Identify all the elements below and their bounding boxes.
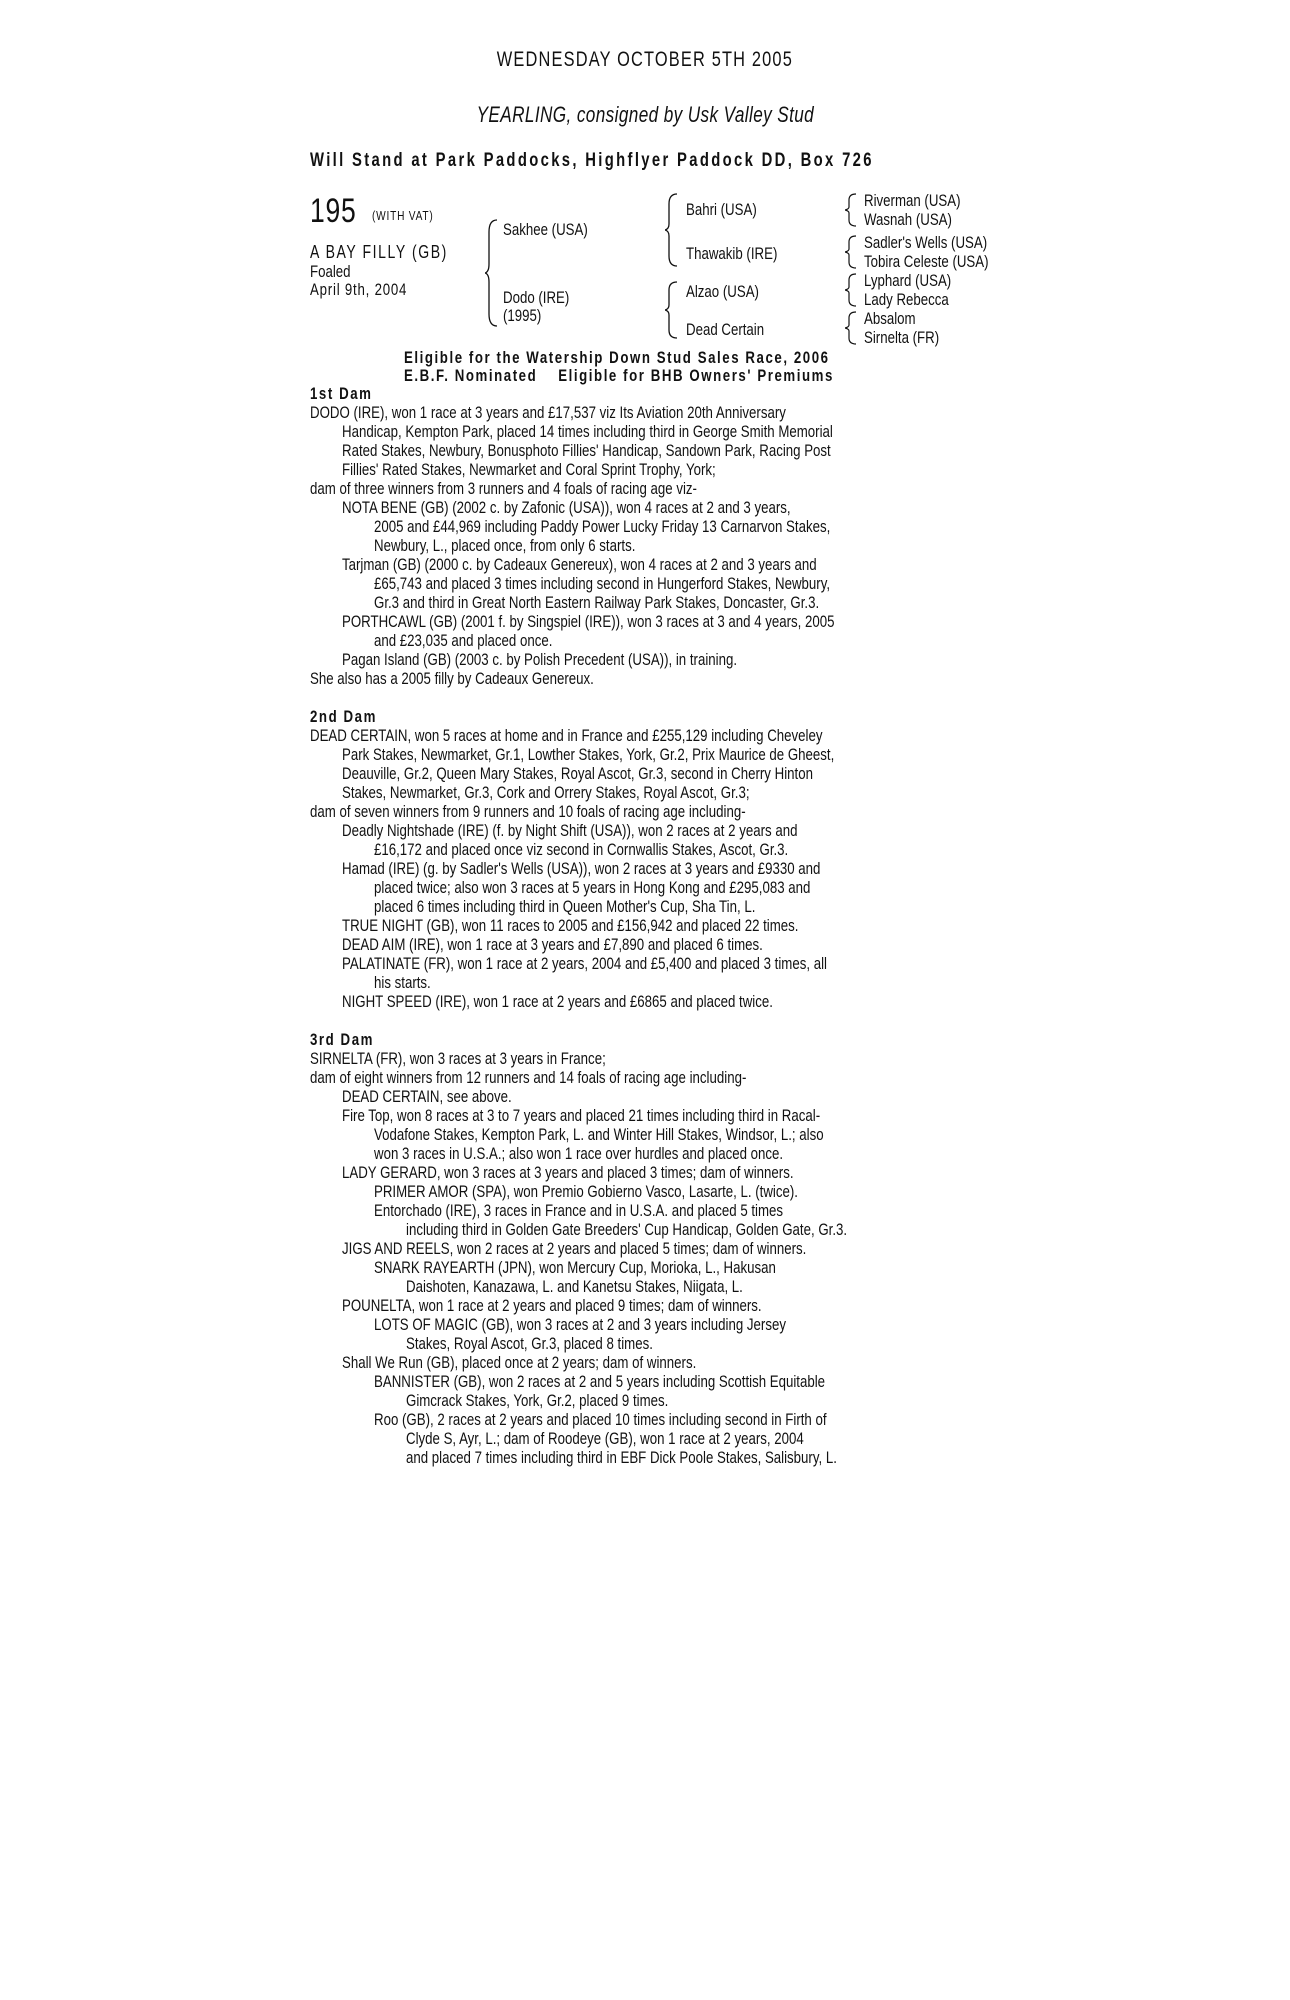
third-dam-line: Clyde S, Ayr, L.; dam of Roodeye (GB), won 1 race at 2 years, 2004 (406, 1429, 804, 1448)
pedigree-ssd: Wasnah (USA) (864, 210, 952, 229)
first-dam-line: £65,743 and placed 3 times including second in Hungerford Stakes, Newbury, (374, 574, 831, 593)
third-dam-line: including third in Golden Gate Breeders' Cup Handicap, Golden Gate, Gr.3. (406, 1220, 848, 1239)
pedigree-dsd: Lady Rebecca (864, 290, 949, 309)
pedigree-dds: Absalom (864, 309, 916, 328)
pedigree-brace-sire (665, 192, 681, 268)
second-dam-line: NIGHT SPEED (IRE), won 1 race at 2 years and £6865 and placed twice. (342, 992, 773, 1011)
third-dam-heading: 3rd Dam (310, 1030, 374, 1049)
pedigree-brace-3b (845, 234, 859, 270)
third-dam-line: Vodafone Stakes, Kempton Park, L. and Winter Hill Stakes, Windsor, L.; also (374, 1125, 824, 1144)
pedigree-notes (310, 384, 990, 1467)
third-dam-line: won 3 races in U.S.A.; also won 1 race over hurdles and placed once. (374, 1144, 784, 1163)
pedigree-sire: Sakhee (USA) (503, 220, 588, 239)
pedigree-dam-dam: Dead Certain (686, 320, 765, 339)
pedigree-sire-sire: Bahri (USA) (686, 200, 757, 219)
third-dam-line: Roo (GB), 2 races at 2 years and placed 10 times including second in Firth of (374, 1410, 827, 1429)
third-dam-line: Entorchado (IRE), 3 races in France and in U.S.A. and placed 5 times (374, 1201, 784, 1220)
third-dam-line: BANNISTER (GB), won 2 races at 2 and 5 years including Scottish Equitable (374, 1372, 826, 1391)
first-dam-line: DODO (IRE), won 1 race at 3 years and £17,537 viz Its Aviation 20th Anniversary (310, 403, 786, 422)
third-dam-line: PRIMER AMOR (SPA), won Premio Gobierno Vasco, Lasarte, L. (twice). (374, 1182, 798, 1201)
third-dam-line: LOTS OF MAGIC (GB), won 3 races at 2 and 3 years including Jersey (374, 1315, 786, 1334)
third-dam-line: dam of eight winners from 12 runners and 14 foals of racing age including- (310, 1068, 747, 1087)
pedigree-sds: Sadler's Wells (USA) (864, 233, 988, 252)
third-dam-line: Fire Top, won 8 races at 3 to 7 years and placed 21 times including third in Racal- (342, 1106, 821, 1125)
second-dam-line: placed twice; also won 3 races at 5 years in Hong Kong and £295,083 and (374, 878, 811, 897)
first-dam-line: Fillies' Rated Stakes, Newmarket and Coral Sprint Trophy, York; (342, 460, 716, 479)
pedigree-dam-year: (1995) (503, 306, 542, 325)
first-dam-heading: 1st Dam (310, 384, 373, 403)
first-dam-line: Pagan Island (GB) (2003 c. by Polish Precedent (USA)), in training. (342, 650, 738, 669)
sale-date: WEDNESDAY OCTOBER 5TH 2005 (496, 48, 794, 71)
second-dam-line: PALATINATE (FR), won 1 race at 2 years, 2004 and £5,400 and placed 3 times, all (342, 954, 827, 973)
horse-description: A BAY FILLY (GB) (310, 242, 448, 262)
second-dam-line: TRUE NIGHT (GB), won 11 races to 2005 and £156,942 and placed 22 times. (342, 916, 799, 935)
second-dam-line: Park Stakes, Newmarket, Gr.1, Lowther Stakes, York, Gr.2, Prix Maurice de Gheest, (342, 745, 835, 764)
third-dam-line: Stakes, Royal Ascot, Gr.3, placed 8 times. (406, 1334, 653, 1353)
pedigree-sire-dam: Thawakib (IRE) (686, 244, 778, 263)
first-dam-line: Tarjman (GB) (2000 c. by Cadeaux Genereux), won 4 races at 2 and 3 years and (342, 555, 817, 574)
second-dam-line: dam of seven winners from 9 runners and 10 foals of racing age including- (310, 802, 746, 821)
third-dam-line: DEAD CERTAIN, see above. (342, 1087, 512, 1106)
third-dam-line: LADY GERARD, won 3 races at 3 years and placed 3 times; dam of winners. (342, 1163, 794, 1182)
first-dam-line: Rated Stakes, Newbury, Bonusphoto Fillies' Handicap, Sandown Park, Racing Post (342, 441, 831, 460)
foaled-label: Foaled (310, 262, 351, 281)
third-dam-line: SNARK RAYEARTH (JPN), won Mercury Cup, Morioka, L., Hakusan (374, 1258, 776, 1277)
eligibility-line-2: E.B.F. Nominated Eligible for BHB Owners' Premiums (404, 366, 834, 385)
pedigree-sdd: Tobira Celeste (USA) (864, 252, 989, 271)
first-dam-line: She also has a 2005 filly by Cadeaux Genereux. (310, 669, 594, 688)
second-dam-line: Deadly Nightshade (IRE) (f. by Night Shift (USA)), won 2 races at 2 years and (342, 821, 798, 840)
eligibility-line-1: Eligible for the Watership Down Stud Sales Race, 2006 (404, 348, 830, 367)
pedigree-brace-3d (845, 310, 859, 346)
third-dam-line: SIRNELTA (FR), won 3 races at 3 years in France; (310, 1049, 606, 1068)
third-dam-line: Gimcrack Stakes, York, Gr.2, placed 9 times. (406, 1391, 669, 1410)
pedigree-dam: Dodo (IRE) (503, 288, 570, 307)
second-dam-line: DEAD CERTAIN, won 5 races at home and in France and £255,129 including Cheveley (310, 726, 823, 745)
second-dam-line: Hamad (IRE) (g. by Sadler's Wells (USA)), won 2 races at 3 years and £9330 and (342, 859, 821, 878)
first-dam-line: PORTHCAWL (GB) (2001 f. by Singspiel (IRE)), won 3 races at 3 and 4 years, 2005 (342, 612, 835, 631)
first-dam-line: Handicap, Kempton Park, placed 14 times including third in George Smith Memorial (342, 422, 833, 441)
third-dam-line: Shall We Run (GB), placed once at 2 years; dam of winners. (342, 1353, 697, 1372)
third-dam-line: JIGS AND REELS, won 2 races at 2 years and placed 5 times; dam of winners. (342, 1239, 807, 1258)
pedigree-brace-main (485, 218, 501, 328)
third-dam-line: POUNELTA, won 1 race at 2 years and placed 9 times; dam of winners. (342, 1296, 762, 1315)
second-dam-line: DEAD AIM (IRE), won 1 race at 3 years and £7,890 and placed 6 times. (342, 935, 763, 954)
third-dam-line: and placed 7 times including third in EBF Dick Poole Stakes, Salisbury, L. (406, 1448, 837, 1467)
foaled-date: April 9th, 2004 (310, 280, 408, 299)
first-dam-line: Gr.3 and third in Great North Eastern Railway Park Stakes, Doncaster, Gr.3. (374, 593, 820, 612)
pedigree-brace-dam (665, 280, 681, 340)
pedigree-brace-3a (845, 192, 859, 228)
pedigree-ddd: Sirnelta (FR) (864, 328, 940, 347)
pedigree-dss: Lyphard (USA) (864, 271, 952, 290)
first-dam-line: Newbury, L., placed once, from only 6 starts. (374, 536, 636, 555)
consignment-line: YEARLING, consigned by Usk Valley Stud (476, 102, 814, 127)
second-dam-heading: 2nd Dam (310, 707, 377, 726)
lot-number: 195 (310, 192, 357, 230)
second-dam-line: placed 6 times including third in Queen Mother's Cup, Sha Tin, L. (374, 897, 756, 916)
second-dam-line: Deauville, Gr.2, Queen Mary Stakes, Royal Ascot, Gr.3, second in Cherry Hinton (342, 764, 813, 783)
second-dam-line: Stakes, Newmarket, Gr.3, Cork and Orrery Stakes, Royal Ascot, Gr.3; (342, 783, 750, 802)
first-dam-line: NOTA BENE (GB) (2002 c. by Zafonic (USA)), won 4 races at 2 and 3 years, (342, 498, 791, 517)
pedigree-brace-3c (845, 272, 859, 308)
pedigree-sss: Riverman (USA) (864, 191, 961, 210)
stabling-location: Will Stand at Park Paddocks, Highflyer Paddock DD, Box 726 (310, 150, 874, 171)
second-dam-line: £16,172 and placed once viz second in Cornwallis Stakes, Ascot, Gr.3. (374, 840, 789, 859)
second-dam-line: his starts. (374, 973, 431, 992)
third-dam-line: Daishoten, Kanazawa, L. and Kanetsu Stakes, Niigata, L. (406, 1277, 743, 1296)
pedigree-dam-sire: Alzao (USA) (686, 282, 759, 301)
first-dam-line: 2005 and £44,969 including Paddy Power Lucky Friday 13 Carnarvon Stakes, (374, 517, 831, 536)
vat-note: (WITH VAT) (372, 208, 434, 223)
first-dam-line: dam of three winners from 3 runners and 4 foals of racing age viz- (310, 479, 697, 498)
first-dam-line: and £23,035 and placed once. (374, 631, 553, 650)
